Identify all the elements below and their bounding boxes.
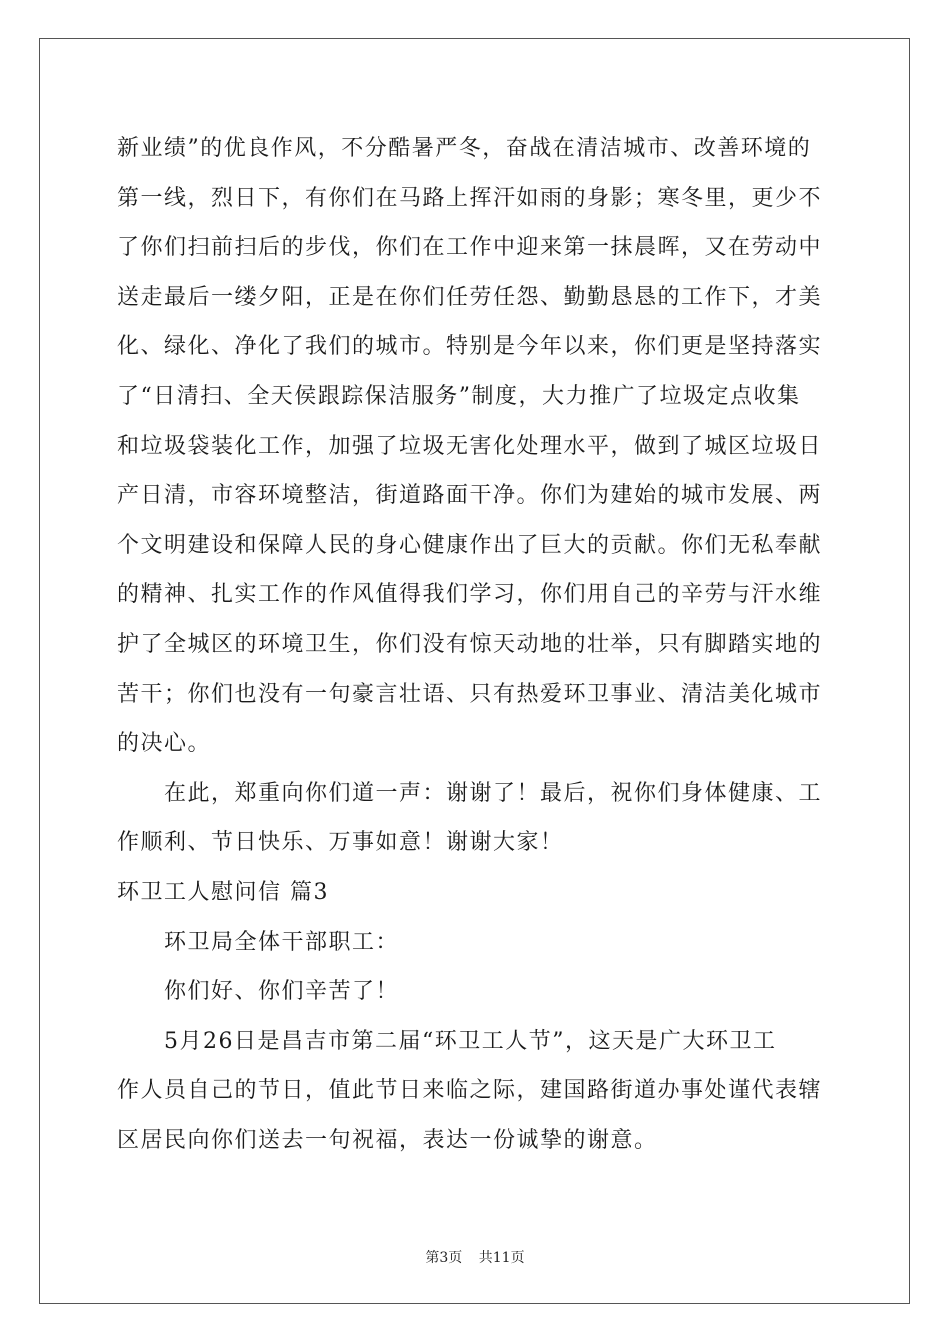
text-line: 了“日清扫、全天侯跟踪保洁服务”制度，大力推广了垃圾定点收集	[117, 383, 801, 409]
text-line: 和垃圾袋装化工作，加强了垃圾无害化处理水平，做到了城区垃圾日	[117, 433, 823, 459]
text-line: 产日清，市容环境整洁，街道路面干净。你们为建始的城市发展、两	[117, 483, 823, 509]
text-line: 苦干；你们也没有一句豪言壮语、只有热爱环卫事业、清洁美化城市	[117, 681, 823, 707]
text-line: 化、绿化、净化了我们的城市。特别是今年以来，你们更是坚持落实	[117, 334, 823, 360]
text-line: 的精神、扎实工作的作风值得我们学习，你们用自己的辛劳与汗水维	[117, 582, 823, 608]
text-line: 5月26日是昌吉市第二届“环卫工人节”，这天是广大环卫工	[164, 1028, 777, 1054]
text-line: 作人员自己的节日，值此节日来临之际，建国路街道办事处谨代表辖	[117, 1078, 823, 1104]
text-line: 环卫工人慰问信 篇3	[117, 879, 329, 905]
text-line: 新业绩”的优良作风，不分酷暑严冬，奋战在清洁城市、改善环境的	[117, 136, 812, 161]
page-footer	[0, 1247, 950, 1267]
text-line: 送走最后一缕夕阳，正是在你们任劳任怨、勤勤恳恳的工作下，才美	[117, 284, 823, 310]
page-number-current: 第3页	[425, 1250, 463, 1266]
text-line: 护了全城区的环境卫生，你们没有惊天动地的壮举，只有脚踏实地的	[117, 631, 823, 657]
document-body	[117, 128, 837, 1169]
text-line: 的决心。	[117, 731, 212, 757]
text-line: 环卫局全体干部职工：	[164, 929, 400, 955]
text-line: 第一线，烈日下，有你们在马路上挥汗如雨的身影；寒冬里，更少不	[117, 185, 823, 211]
text-line: 区居民向你们送去一句祝福，表达一份诚挚的谢意。	[117, 1127, 658, 1153]
text-line: 了你们扫前扫后的步伐，你们在工作中迎来第一抹晨晖，又在劳动中	[117, 235, 823, 261]
text-line: 你们好、你们辛苦了！	[164, 979, 400, 1005]
text-line: 个文明建设和保障人民的身心健康作出了巨大的贡献。你们无私奉献	[117, 532, 823, 558]
text-line: 作顺利、节日快乐、万事如意！谢谢大家！	[117, 830, 564, 856]
text-line: 在此，郑重向你们道一声：谢谢了！最后，祝你们身体健康、工	[164, 780, 823, 806]
page-number-total: 共11页	[478, 1250, 525, 1266]
